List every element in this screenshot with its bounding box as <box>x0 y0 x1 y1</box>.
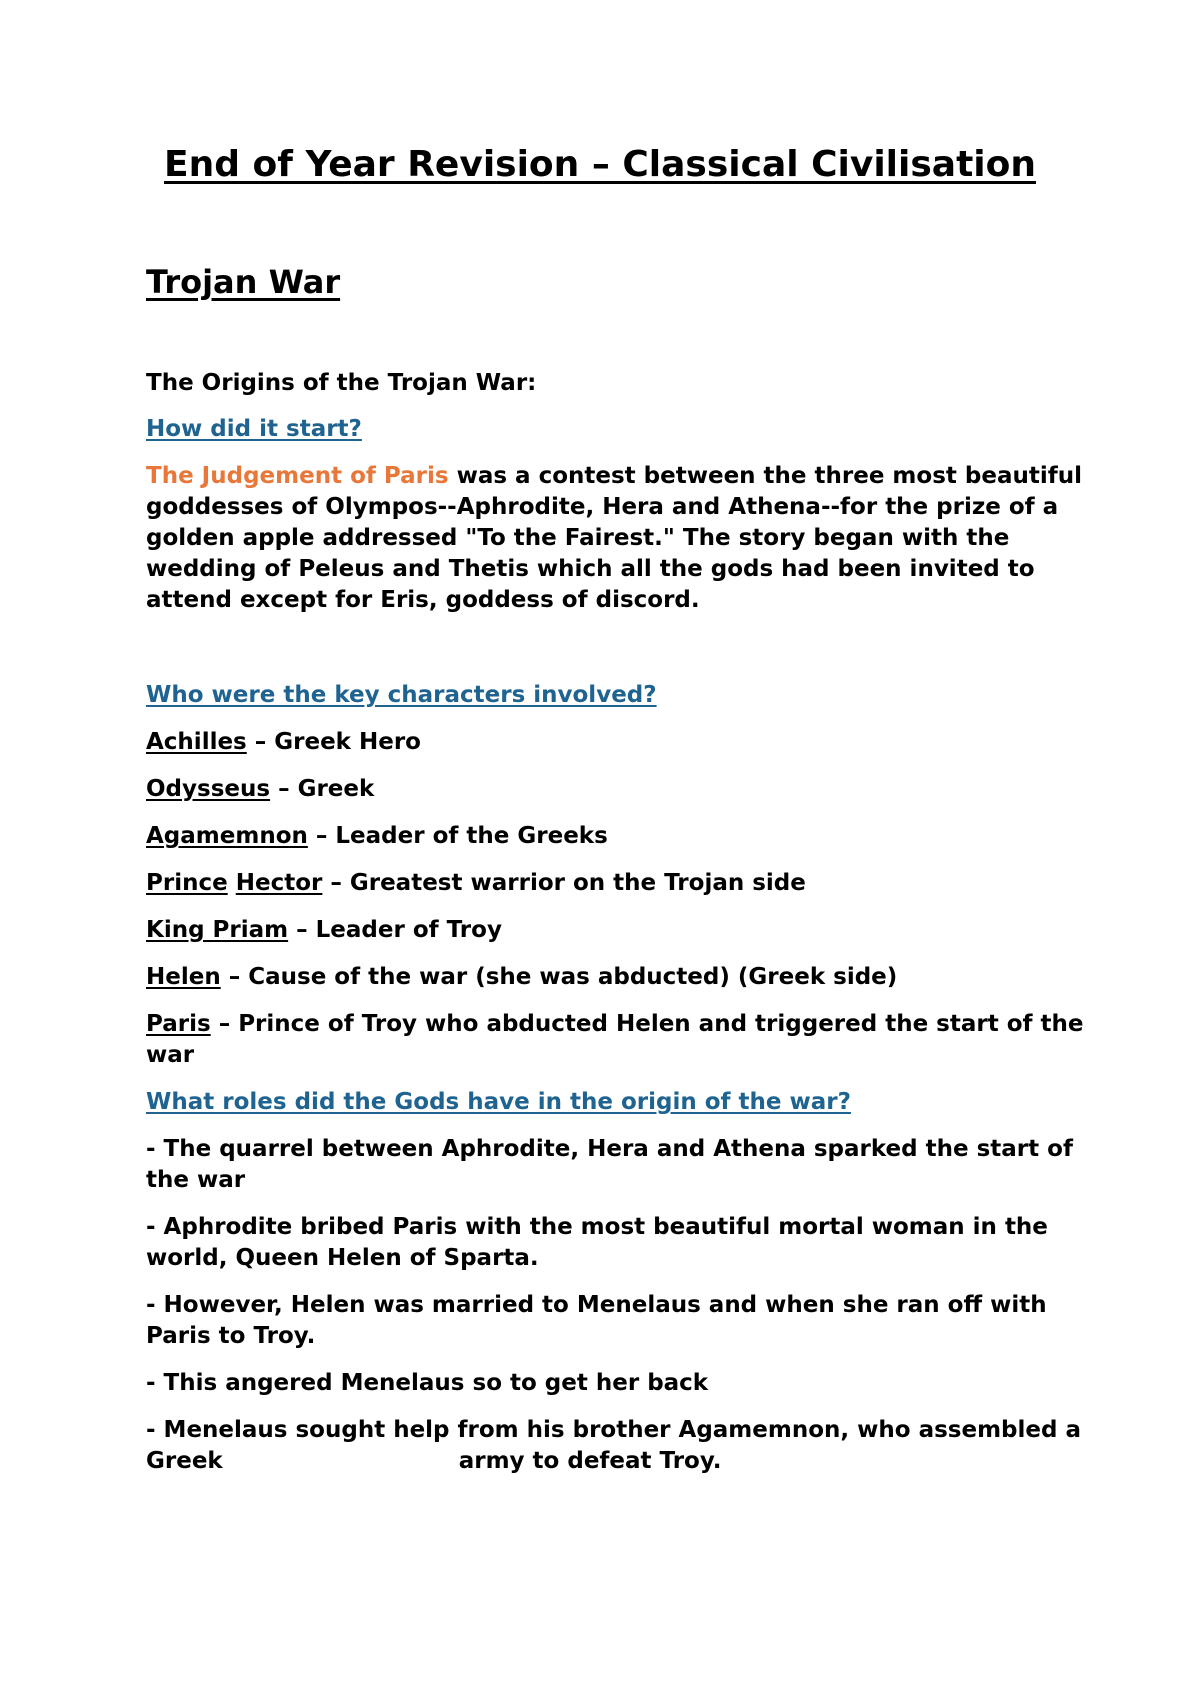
role-text: army to defeat Troy. <box>458 1448 722 1474</box>
character-item <box>146 868 1096 899</box>
character-name: Odysseus <box>146 776 271 802</box>
judgement-highlight: The Judgement of Paris <box>146 463 449 489</box>
origins-label: The Origins of the Trojan War: <box>146 370 537 396</box>
role-text: - Menelaus sought help from his brother Agamemnon, who assembled a Greek <box>146 1417 1081 1474</box>
role-item: - The quarrel between Aphrodite, Hera and Athena sparked the start of the war <box>146 1136 1073 1193</box>
character-item <box>146 821 1096 852</box>
question-text: What roles did the Gods have in the origin of the war? <box>146 1089 851 1115</box>
document-title: End of Year Revision – Classical Civilisation <box>164 144 1036 185</box>
question-text: Who were the key characters involved? <box>146 682 657 708</box>
character-name: Achilles <box>146 729 247 755</box>
question-key-characters <box>146 680 1096 711</box>
judgement-paragraph <box>146 461 1096 616</box>
character-desc: – Cause of the war (she was abducted) (Greek side) <box>220 964 898 990</box>
question-how-start <box>146 414 1096 445</box>
role-item: - However, Helen was married to Menelaus and when she ran off with Paris to Troy. <box>146 1292 1047 1349</box>
character-item <box>146 774 1096 805</box>
role-item <box>146 1415 1096 1477</box>
role-item: - This angered Menelaus so to get her back <box>146 1370 709 1396</box>
character-desc: – Greek <box>270 776 375 802</box>
character-name: Agamemnon <box>146 823 308 849</box>
character-desc: – Leader of Troy <box>288 917 502 943</box>
character-item <box>146 962 1096 993</box>
character-name: Paris <box>146 1011 211 1037</box>
question-gods-roles <box>146 1087 1096 1118</box>
character-name: Hector <box>235 870 323 896</box>
character-name: Helen <box>146 964 221 990</box>
character-desc: – Prince of Troy who abducted Helen and triggered the start of the war <box>146 1011 1084 1068</box>
character-name: King Priam <box>146 917 289 943</box>
character-desc: – Greek Hero <box>246 729 421 755</box>
section-heading: Trojan War <box>146 263 341 301</box>
character-desc: – Greatest warrior on the Trojan side <box>322 870 806 896</box>
character-desc: – Leader of the Greeks <box>307 823 608 849</box>
character-item <box>146 727 1096 758</box>
judgement-text: was a contest between the three most beautiful goddesses of Olympos--Aphrodite, Hera and Athena--for the prize of a golden apple addressed "To the Fairest." The story began with the wedding of Peleus and Thetis which all the gods had been invited to attend except for Eris, goddess of discord. <box>146 463 1082 613</box>
document-body <box>146 262 1096 1493</box>
question-text: How did it start? <box>146 416 362 442</box>
character-item <box>146 1009 1096 1071</box>
character-name: Prince <box>146 870 228 896</box>
character-item <box>146 915 1096 946</box>
role-item: - Aphrodite bribed Paris with the most beautiful mortal woman in the world, Queen Helen of Sparta. <box>146 1214 1048 1271</box>
